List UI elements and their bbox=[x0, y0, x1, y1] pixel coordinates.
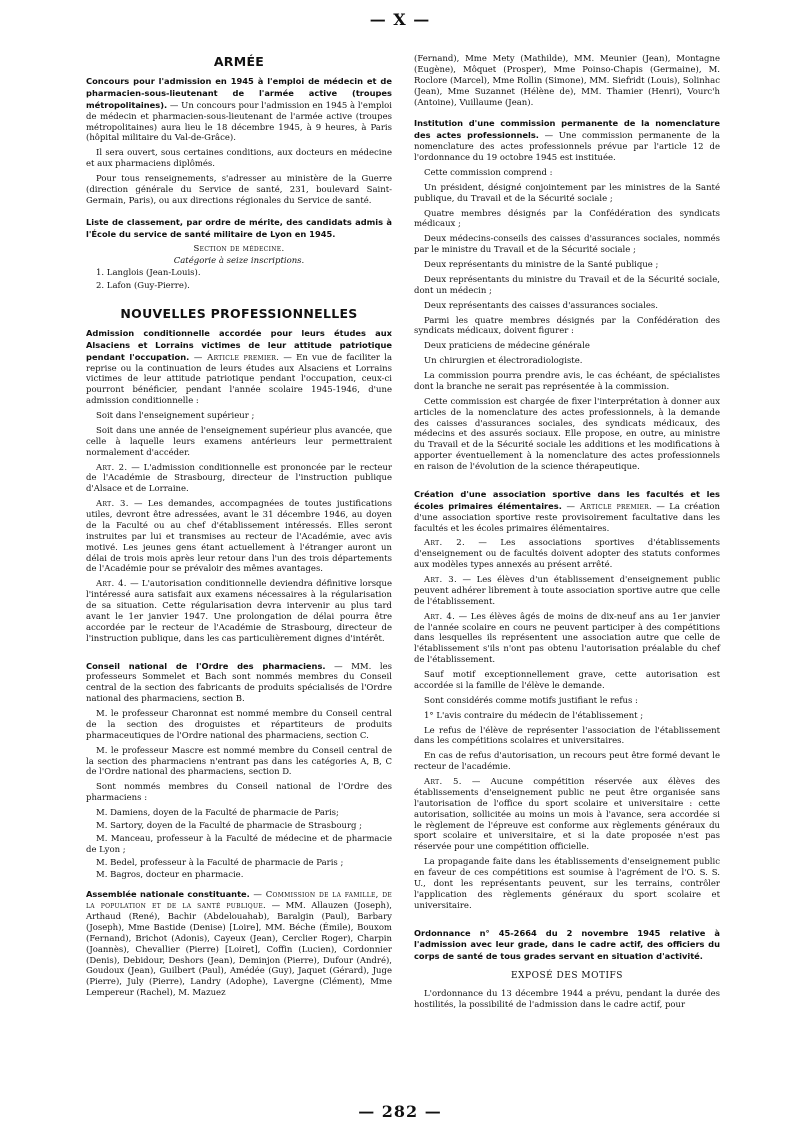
c-p6: La propagande faite dans les établissements d'enseignement public en faveur de ces compétitions est soumise à l'agrément de l'O. S. S. U., dont les représentants peuvent, sur les terrains, contrôler l'application des règlements généraux du sport scolaire et universitaire. bbox=[414, 857, 720, 911]
concours-paragraph bbox=[86, 76, 392, 144]
expose-title: EXPOSÉ DES MOTIFS bbox=[511, 971, 623, 982]
c-art3-text: — Les élèves d'un établissement d'enseignement public peuvent adhérer librement à toute association sportive autre que celle de l'établissement. bbox=[414, 575, 721, 607]
c-art3-paragraph bbox=[414, 575, 720, 608]
commission-item: Deux représentants du ministre du Travail et de la Sécurité sociale, dont un médecin ; bbox=[414, 274, 720, 296]
commission-item: Deux représentants du ministre de la Santé publique ; bbox=[424, 260, 659, 270]
creation-article-label: — Article premier. bbox=[561, 501, 653, 512]
art4-paragraph bbox=[86, 579, 392, 644]
concours-p3: Pour tous renseignements, s'adresser au ministère de la Guerre (direction générale du Service de santé, 231, boulevard Saint-Germain, Paris), ou aux directions régionales du Service de santé. bbox=[86, 174, 392, 206]
commission-intro: Cette commission comprend : bbox=[424, 167, 553, 178]
c-art4-paragraph bbox=[414, 612, 720, 666]
right-column bbox=[414, 54, 720, 1014]
art2-paragraph bbox=[86, 463, 392, 496]
concours-p2: Il sera ouvert, sous certaines conditions, aux docteurs en médecine et aux pharmaciens diplômés. bbox=[86, 148, 392, 170]
conseil-member: M. Sartory, doyen de la Faculté de pharmacie de Strasbourg ; bbox=[96, 820, 363, 831]
commission-item: Un président, désigné conjointement par les ministres de la Santé publique, du Travail et de la Sécurité sociale ; bbox=[414, 182, 720, 204]
concours-text: — Un concours pour l'admission en 1945 à l'emploi de médecin et pharmacien-sous-lieutenant de l'armée active (troupes métropolitaines) aura lieu le 18 décembre 1945, à 9 heures, à Paris (hôpital militaire du Val-de-Grâce). bbox=[86, 100, 392, 144]
admission-paragraph bbox=[86, 328, 392, 407]
commission-item: Quatre membres désignés par la Confédération des syndicats médicaux ; bbox=[414, 208, 720, 230]
commission-item: Deux représentants des caisses d'assurances sociales. bbox=[424, 300, 658, 311]
page-header: — X — bbox=[369, 10, 431, 29]
art2-label: Art. 2. bbox=[96, 462, 128, 473]
conseil-p3: M. le professeur Mascre est nommé membre du Conseil central de la section des pharmaciens n'entrant pas dans les catégories A, B, C de l'Ordre national des pharmaciens, section D. bbox=[86, 745, 392, 778]
c-art2-label: Art. 2. bbox=[424, 538, 465, 549]
commission-item: La commission pourra prendre avis, le cas échéant, de spécialistes dont la branche ne serait pas représentée à la commission. bbox=[414, 371, 720, 392]
conseil-member: M. Damiens, doyen de la Faculté de pharmacie de Paris; bbox=[96, 808, 339, 818]
conseil-p2: M. le professeur Charonnat est nommé membre du Conseil central de la section des droguistes et répartiteurs de produits pharmaceutiques de l'Ordre national des pharmaciens, section C. bbox=[86, 709, 392, 741]
page-footer: — 282 — bbox=[358, 1102, 442, 1121]
conseil-member: M. Bedel, professeur à la Faculté de pharmacie de Paris ; bbox=[96, 857, 344, 868]
section-title-armee: ARMÉE bbox=[213, 54, 265, 69]
creation-text: — La création d'une association sportive reste provisoirement facultative dans les facultés et les écoles primaires élémentaires. bbox=[414, 501, 720, 534]
commission-item: Deux médecins-conseils des caisses d'assurances sociales, nommés par le ministre du Travail et de la Sécurité sociale ; bbox=[414, 234, 720, 256]
commission-item: Cette commission est chargée de fixer l'interprétation à donner aux articles de la nomenclature des actes professionnels, à la demande des caisses d'assurances sociales, des syndicats médicaux, des médecins et des assurés sociaux. Elle propose, en outre, au ministre du Travail et de la Sécurité sociale les additions et les modifications à apporter éventuellement à la nomenclature des actes professionnels en raison de l'évolution de la science thérapeutique. bbox=[414, 396, 720, 472]
admission-p1: Soit dans l'enseignement supérieur ; bbox=[96, 411, 255, 421]
assemblee-text: — MM. Allauzen (Joseph), Arthaud (René), Bachir (Abdelouahab), Baralgin (Paul), Barbary (Joseph), Mme Bastide (Denise) [Loire], MM. Béche (Émile), Bouxom (Fernand), Brichot (Adonis), Cayeux (Jean), Cerclier Roger), Charpin (Joannès), Chevallier (Pierre) [Loiret], Coffin (Lucien), Cordonnier (Denis), Debidour, Deshors (Jean), Deminjon (Pierre), Dufour (André), Goudoux (Jean), Guilbert (Paul), Amédée (Guy), Jaquet (Gérard), Juge (Pierre), July (Pierre), Landry (Adophe), Lavergne (Clément), Mme Lempereur (Rachel), M. Mazuez bbox=[86, 901, 392, 999]
liste-item: 2. Lafon (Guy-Pierre). bbox=[96, 281, 190, 291]
institution-paragraph bbox=[414, 118, 720, 164]
admission-p2: Soit dans une année de l'enseignement supérieur plus avancée, que celle à laquelle leurs examens antérieurs leur permettraient normalement d'accéder. bbox=[86, 425, 392, 458]
c-art2-paragraph bbox=[414, 538, 720, 571]
left-column bbox=[86, 54, 392, 1003]
conseil-paragraph bbox=[86, 661, 392, 706]
art3-text: — Les demandes, accompagnées de toutes justifications utiles, devront être adressées, avant le 31 décembre 1946, au doyen de la Faculté ou au chef d'établissement intéressés. Elles seront instruites par lui et transmises au recteur de l'Académie, avec avis motivé. Les jeunes gens étant actuellement à l'étranger auront un délai de trois mois après leur retour dans l'un des trois départements de l'Académie pour se prévaloir des mêmes avantages. bbox=[86, 499, 393, 575]
section-title-nouvelles: NOUVELLES PROFESSIONNELLES bbox=[120, 305, 358, 321]
c-art4-text: — Les élèves âgés de moins de dix-neuf ans au 1er janvier de l'année scolaire en cours ne peuvent participer à des compétitions dans lesquelles ils représentent une association autre que celle de l'établissement s'ils n'ont pas obtenu l'autorisation préalable du chef de l'établissement. bbox=[414, 611, 720, 666]
assemblee-continued: (Fernand), Mme Mety (Mathilde), MM. Meunier (Jean), Montagne (Eugène), Môquet (Prosper), Mme Poinso-Chapis (Germaine), M. Roclore (Marcel), Mme Rollin (Simone), MM. Siefridt (Louis), Solinhac (Jean), Mme Suzannet (Hélène de), MM. Thamier (Henri), Vourc'h (Antoine), Vuillaume (Jean). bbox=[414, 54, 720, 108]
admission-text: — En vue de faciliter la reprise ou la continuation de leurs études aux Alsaciens et Lorrains victimes de leur attitude patriotique pendant l'occupation, ceux-ci pourront bénéficier, pendant l'année scolaire 1945-1946, d'une admission conditionnelle : bbox=[86, 352, 393, 407]
assemblee-paragraph bbox=[86, 889, 392, 999]
liste-item: 1. Langlois (Jean-Louis). bbox=[96, 268, 201, 279]
creation-paragraph bbox=[414, 489, 720, 535]
art4-label: Art. 4. bbox=[96, 579, 127, 590]
c-art5-label: Art. 5. bbox=[424, 777, 462, 787]
assemblee-heading: Assemblée nationale constituante. bbox=[86, 889, 250, 900]
conseil-p4: Sont nommés membres du Conseil national de l'Ordre des pharmaciens : bbox=[86, 782, 392, 804]
assemblee-commission: — Commission de la famille, de la population et de la santé publique. bbox=[86, 890, 393, 912]
art3-label: Art. 3. bbox=[96, 499, 129, 510]
c-art3-label: Art. 3. bbox=[424, 575, 458, 585]
admission-article-label: — Article premier. bbox=[189, 352, 280, 363]
c-p1: Sauf motif exceptionnellement grave, cette autorisation est accordée si la famille de l'élève le demande. bbox=[414, 670, 720, 691]
liste-category: Catégorie à seize inscriptions. bbox=[173, 256, 305, 267]
liste-heading: Liste de classement, par ordre de mérite, des candidats admis à l'École du service de santé militaire de Lyon en 1945. bbox=[86, 216, 392, 239]
institution-text: — Une commission permanente de la nomenclature des actes professionnels prévue par l'article 12 de l'ordonnance du 19 octobre 1945 est instituée. bbox=[414, 131, 720, 163]
art2-text: — L'admission conditionnelle est prononcée par le recteur de l'Académie de Strasbourg, directeur de l'instruction publique d'Alsace et de Lorraine. bbox=[86, 462, 392, 495]
conseil-heading: Conseil national de l'Ordre des pharmaciens. bbox=[86, 660, 326, 671]
commission-item: Un chirurgien et électroradiologiste. bbox=[424, 356, 583, 367]
conseil-member: M. Bagros, docteur en pharmacie. bbox=[96, 870, 244, 881]
concours-heading: Concours pour l'admission en 1945 à l'emploi de médecin et de pharmacien-sous-lieutenant de l'armée active (troupes métropolitaines). bbox=[86, 76, 392, 110]
c-art5-text: — Aucune compétition réservée aux élèves des établissements d'enseignement public ne peut être organisée sans l'autorisation de l'office du sport scolaire et universitaire : cette autorisation, sollicitée au moins un mois à l'avance, sera accordée si le règlement de l'épreuve est conforme aux règlements généraux du sport scolaire et universitaire, et si la date proposée n'est pas réservée pour une compétition officielle. bbox=[414, 777, 720, 853]
liste-heading-paragraph bbox=[86, 217, 392, 241]
c-art4-label: Art. 4. bbox=[424, 611, 456, 622]
c-art2-text: — Les associations sportives d'établissements d'enseignement ou de facultés doivent adopter des statuts conformes aux modèles types annexés au présent arrêté. bbox=[414, 538, 721, 571]
admission-heading: Admission conditionnelle accordée pour leurs études aux Alsaciens et Lorrains victimes de leur attitude patriotique pendant l'occupation. bbox=[86, 327, 392, 362]
institution-heading: Institution d'une commission permanente de la nomenclature des actes professionnels. bbox=[414, 118, 720, 141]
commission-item: Parmi les quatre membres désignés par la Confédération des syndicats médicaux, doivent figurer : bbox=[414, 315, 720, 337]
conseil-text: — MM. les professeurs Sommelet et Bach sont nommés membres du Conseil central de la section des fabricants de produits spécialisés de l'Ordre national des pharmaciens, section B. bbox=[86, 661, 392, 705]
c-art5-paragraph bbox=[414, 777, 720, 853]
art4-text: — L'autorisation conditionnelle deviendra définitive lorsque l'intéressé aura satisfait aux examens nécessaires à la régularisation de sa situation. Cette régularisation devra intervenir au plus tard avant le 1er janvier 1947. Une prolongation de délai pourra être accordée par le recteur de l'Académie de Strasbourg, directeur de l'instruction publique, dans les cas particulièrement dignes d'intérêt. bbox=[86, 579, 392, 644]
c-p5: En cas de refus d'autorisation, un recours peut être formé devant le recteur de l'académie. bbox=[414, 751, 720, 773]
c-p2: Sont considérés comme motifs justifiant le refus : bbox=[424, 695, 638, 706]
art3-paragraph bbox=[86, 499, 392, 575]
commission-item: Deux praticiens de médecine générale bbox=[424, 341, 590, 352]
liste-section: Section de médecine. bbox=[193, 244, 285, 255]
conseil-member: M. Manceau, professeur à la Faculté de médecine et de pharmacie de Lyon ; bbox=[86, 833, 392, 855]
c-p3: 1° L'avis contraire du médecin de l'établissement ; bbox=[424, 710, 644, 721]
creation-heading: Création d'une association sportive dans les facultés et les écoles primaires élémentaires. bbox=[414, 488, 720, 511]
ordonnance-heading: Ordonnance n° 45-2664 du 2 novembre 1945 relative à l'admission avec leur grade, dans le cadre actif, des officiers du corps de santé de tous grades servant en situation d'activité. bbox=[414, 927, 720, 962]
ordonnance-paragraph bbox=[414, 928, 720, 964]
expose-text: L'ordonnance du 13 décembre 1944 a prévu, pendant la durée des hostilités, la possibilité de l'admission dans le cadre actif, pour bbox=[414, 988, 720, 1010]
c-p4: Le refus de l'élève de représenter l'association de l'établissement dans les compétitions scolaires et universitaires. bbox=[414, 725, 720, 747]
